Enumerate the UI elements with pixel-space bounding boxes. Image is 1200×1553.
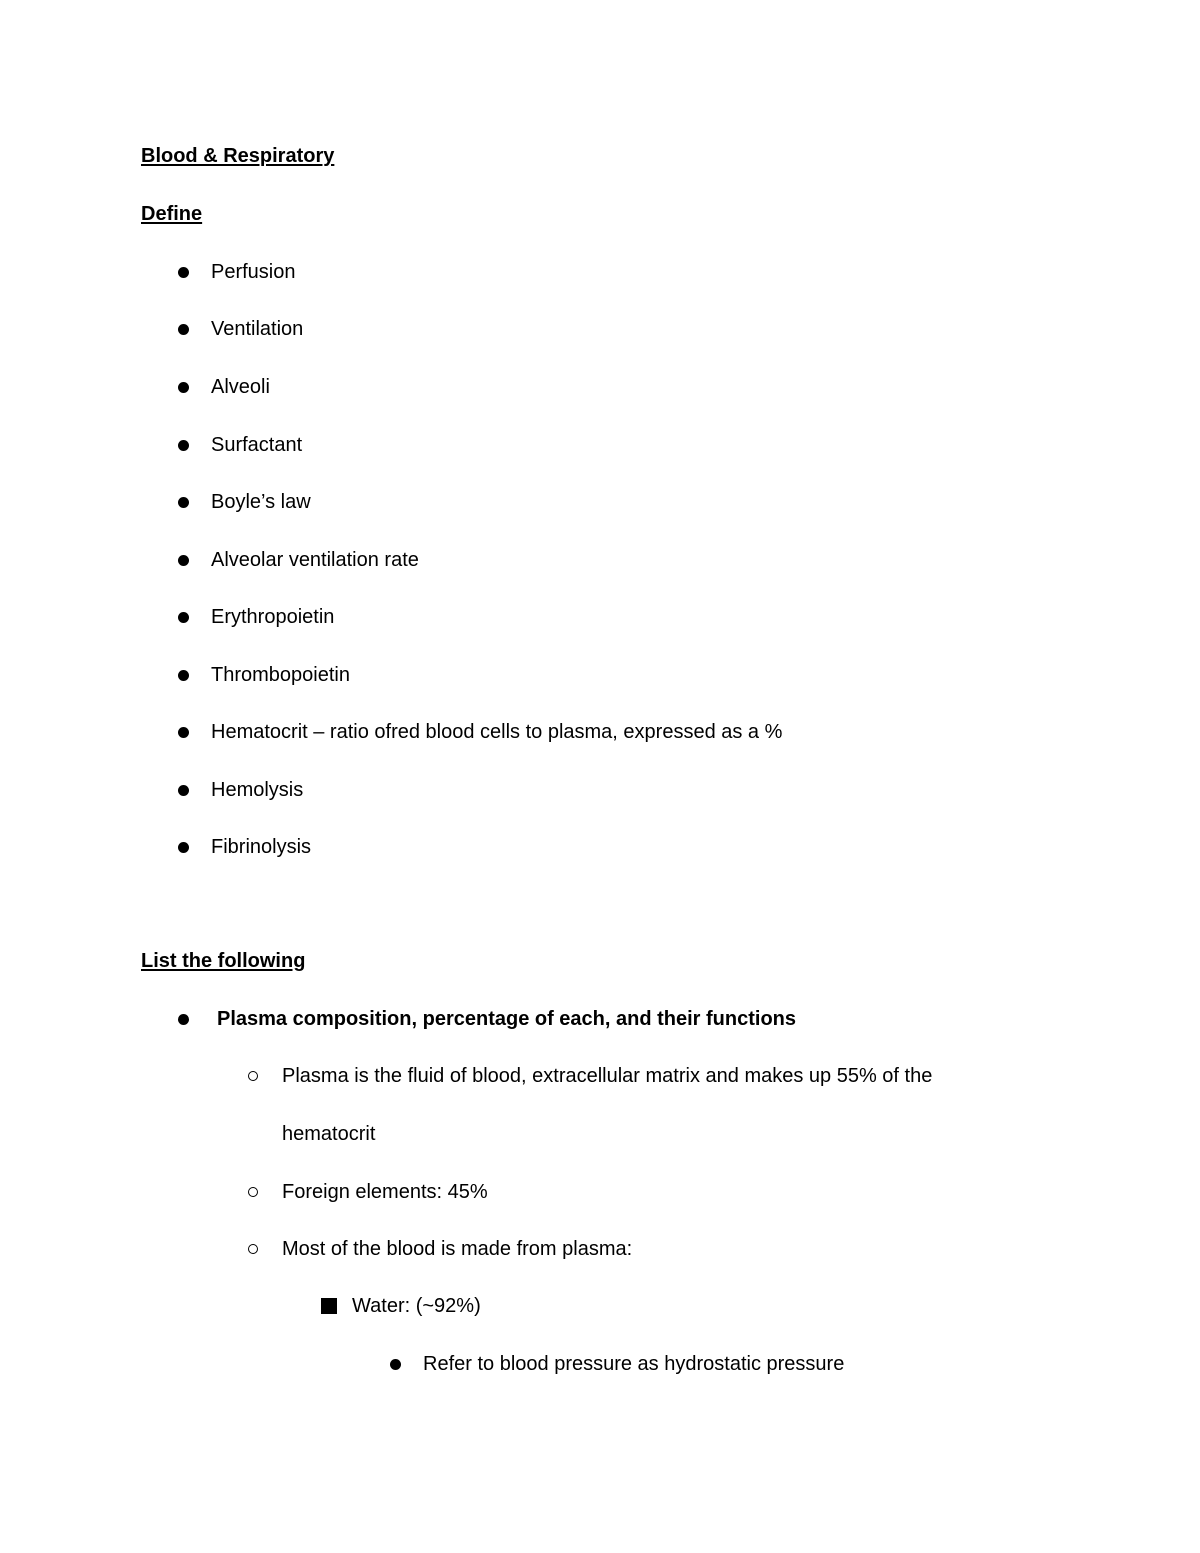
circle-bullet-icon [248, 1244, 258, 1254]
sub-sub-list-item-text: Water: (~92%) [352, 1295, 481, 1317]
list-item-text: Ventilation [211, 318, 304, 340]
bullet-icon [178, 324, 189, 335]
list-item-text: Hematocrit – ratio ofred blood cells to plasma, expressed as a % [211, 721, 783, 743]
list-item-text: Plasma composition, percentage of each, and their functions [217, 1008, 797, 1030]
bullet-icon [178, 382, 189, 393]
circle-bullet-icon [248, 1187, 258, 1197]
bullet-icon [178, 267, 189, 278]
list-item-text: Fibrinolysis [211, 836, 312, 858]
list-item-text: Hemolysis [211, 779, 304, 801]
list-item-text: Erythropoietin [211, 606, 335, 628]
bullet-icon [178, 497, 189, 508]
list-item-text: Thrombopoietin [211, 664, 350, 686]
bullet-icon [178, 440, 189, 451]
sub-list-item-text: Plasma is the fluid of blood, extracellular matrix and makes up 55% of the [282, 1065, 933, 1087]
bullet-icon [390, 1359, 401, 1370]
list-item-text: Perfusion [211, 261, 296, 283]
circle-bullet-icon [248, 1071, 258, 1081]
document-title: Blood & Respiratory [141, 145, 335, 167]
list-item-text: Surfactant [211, 434, 303, 456]
list-item-text: Boyle’s law [211, 491, 311, 513]
sub-sub-sub-list-item-text: Refer to blood pressure as hydrostatic pressure [423, 1353, 845, 1375]
bullet-icon [178, 842, 189, 853]
square-bullet-icon [321, 1298, 337, 1314]
list-item-text: Alveolar ventilation rate [211, 549, 419, 571]
list-item-text: Alveoli [211, 376, 270, 398]
sub-list-item-text: Foreign elements: 45% [282, 1181, 488, 1203]
bullet-icon [178, 1014, 189, 1025]
list-heading: List the following [141, 950, 306, 972]
bullet-icon [178, 670, 189, 681]
bullet-icon [178, 785, 189, 796]
bullet-icon [178, 727, 189, 738]
sub-list-item-text-continued: hematocrit [282, 1123, 376, 1145]
define-heading: Define [141, 203, 203, 225]
bullet-icon [178, 612, 189, 623]
bullet-icon [178, 555, 189, 566]
sub-list-item-text: Most of the blood is made from plasma: [282, 1238, 633, 1260]
